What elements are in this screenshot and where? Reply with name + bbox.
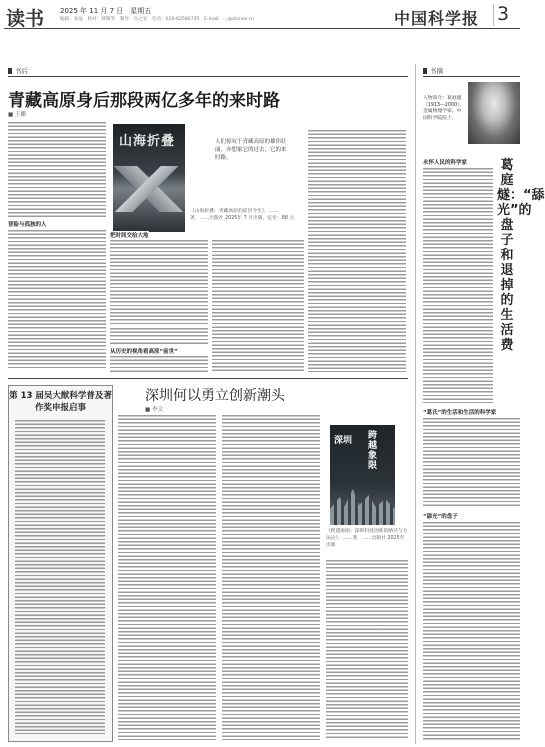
article2-body-col3 <box>326 560 408 740</box>
article1-body-col2 <box>110 240 208 325</box>
award-notice-box <box>8 385 113 742</box>
author-portrait <box>468 82 520 144</box>
book-cover-subtitle: 跨越象限 <box>368 431 378 471</box>
column-divider <box>415 64 416 744</box>
award-notice-body <box>15 420 105 734</box>
article1-rule <box>8 76 408 77</box>
article2-byline: ■ 李文 <box>145 407 163 413</box>
article1-book-caption: 《山海折叠：青藏高原的前世今生》，……著，……出版社 2025年 7 月出版，定价：88 元 <box>190 209 295 221</box>
skyline-illustration <box>330 485 395 525</box>
article1-body-col1 <box>8 122 106 217</box>
book-cover-title: 深圳 <box>334 436 353 446</box>
newspaper-brand: 中国科学报 <box>394 9 480 28</box>
article2-body-col2 <box>222 415 320 740</box>
page-number-divider <box>493 4 494 26</box>
article3-subhead3: “舔光”的盘子 <box>423 514 458 520</box>
article3-body2 <box>423 418 520 508</box>
issue-date: 2025 年 11 月 7 日 星期五 <box>60 7 152 15</box>
section-title: 读书 <box>6 8 45 30</box>
article1-body-col2c <box>110 356 208 372</box>
award-notice-title: 第 13 届吴大猷科学普及著作奖申报启事 <box>9 391 112 413</box>
article3-body1 <box>423 168 493 403</box>
article3-intro: 人物简介：葛庭燧（1913—2000），金属物理学家。中国科学院院士。 <box>423 96 465 121</box>
mountain-illustration <box>113 166 185 212</box>
book-cover-title: 山海折叠 <box>119 134 176 149</box>
article1-byline: ■ 王鹏 <box>8 112 26 118</box>
article3-rule <box>423 76 520 77</box>
article2-body-col1 <box>118 415 216 740</box>
editor-line: 编辑：张晶 校对：韩敬等 制作：冯之安 电话：010-62580735 E-mail：...@stimes.cn <box>60 17 255 22</box>
article1-body-col4 <box>308 130 406 372</box>
article1-body-col1b <box>8 230 106 370</box>
article2-title: 深圳何以勇立创新潮头 <box>145 388 285 404</box>
article1-subhead-left: 冒险与孤独的人 <box>8 222 47 228</box>
article3-title: 葛庭燧：“舔光”的盘子和退掉的生活费 <box>497 158 545 353</box>
article1-subhead-mid: 把时间交给大地 <box>110 233 149 239</box>
article3-subhead1: 永怀人民的科学家 <box>423 160 468 166</box>
page-number: 3 <box>497 3 510 25</box>
book-cover-shenzhen <box>330 425 395 525</box>
book-cover-mountains <box>113 124 185 232</box>
article3-kicker: 书摘 <box>423 66 443 75</box>
article1-pull-quote: 人们惊叹于青藏高原的雄伟壮丽，亦想象它的过去，它的来时路。 <box>215 139 287 161</box>
article2-book-caption: 《跨越象限：深圳科技创新的路径与方法论》，……著，……出版社 2025年出版 <box>326 529 408 548</box>
article3-body3 <box>423 522 520 740</box>
kicker-marker-icon <box>423 68 427 74</box>
article1-subhead-bottom: 从历史的视角看高原“前世” <box>110 349 178 355</box>
article1-bottom-rule <box>8 378 408 379</box>
header-rule <box>4 28 520 29</box>
article3-subhead2: “葛氏”的生活和生活的科学家 <box>423 410 497 416</box>
article1-body-col3 <box>212 240 304 372</box>
article1-kicker: 书后 <box>8 66 28 75</box>
article1-body-col2b <box>110 328 208 344</box>
kicker-marker-icon <box>8 68 12 74</box>
article1-title: 青藏高原身后那段两亿多年的来时路 <box>8 91 280 111</box>
